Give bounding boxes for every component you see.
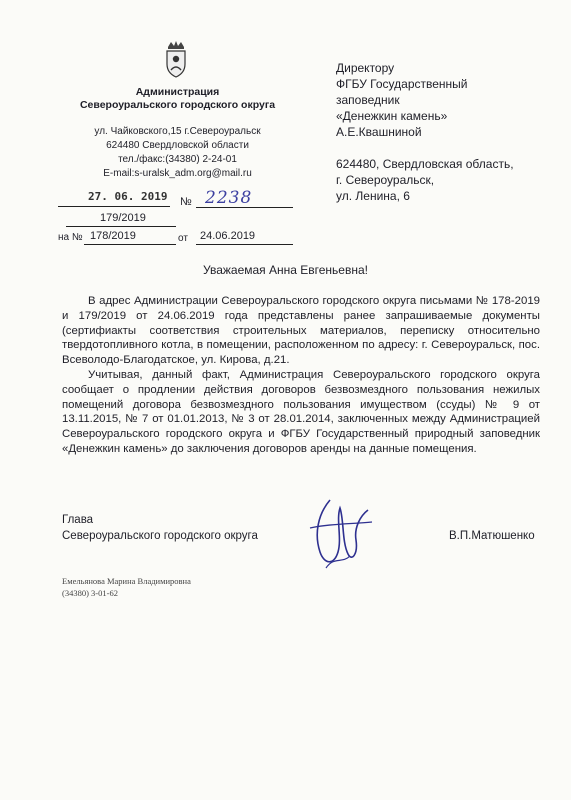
sender-org-line2: Североуральского городского округа bbox=[79, 99, 276, 111]
coat-of-arms-icon bbox=[163, 40, 189, 78]
recipient-line: Директору bbox=[336, 61, 395, 75]
reply-upper-underline bbox=[66, 226, 176, 227]
greeting: Уважаемая Анна Евгеньевна! bbox=[203, 263, 368, 277]
reply-number-lower: 178/2019 bbox=[90, 230, 136, 242]
recipient-address-line: 624480, Свердловская область, bbox=[336, 157, 514, 171]
from-label: от bbox=[178, 233, 188, 244]
letter-body bbox=[62, 294, 540, 457]
reply-prefix: на № bbox=[58, 232, 83, 243]
recipient-line: заповедник bbox=[336, 93, 400, 107]
registration-number-handwritten: 2238 bbox=[205, 188, 253, 208]
recipient-address-line: ул. Ленина, 6 bbox=[336, 189, 410, 203]
sender-org-line1: Администрация bbox=[135, 86, 220, 98]
body-paragraph-2: Учитывая, данный факт, Администрация Североуральского городского округа сообщает о продлении действия договоров безвозмездного пользования нежилых помещений договора безвозмездного пользования имуществом (ссуды) № 9 от 13.11.2015, № 7 от 01.01.2013, № 3 от 28.01.2014, заключенных между Администрацией Североуральского городского округа и ФГБУ Государственный природный заповедник «Денежкин камень» до заключения договоров аренды на данные помещения. bbox=[62, 368, 540, 455]
executor-name: Емельянова Марина Владимировна bbox=[62, 576, 191, 586]
date-underline bbox=[58, 206, 170, 207]
reply-number-upper: 179/2019 bbox=[100, 212, 146, 224]
signer-name: В.П.Матюшенко bbox=[449, 530, 535, 542]
recipient-line: «Денежкин камень» bbox=[336, 109, 448, 123]
date-stamp: 27. 06. 2019 bbox=[88, 190, 168, 203]
recipient-line: ФГБУ Государственный bbox=[336, 77, 468, 91]
executor-phone: (34380) 3-01-62 bbox=[62, 588, 118, 598]
recipient-name: А.Е.Квашниной bbox=[336, 125, 422, 139]
signer-title-line2: Североуральского городского округа bbox=[62, 530, 258, 542]
signer-title-line1: Глава bbox=[62, 514, 94, 526]
sender-address-line: 624480 Свердловской области bbox=[106, 140, 249, 151]
number-label: № bbox=[180, 196, 192, 208]
number-underline bbox=[196, 207, 293, 208]
body-paragraph-1: В адрес Администрации Североуральского городского округа письмами № 178-2019 и 179/2019 от 24.06.2019 года представлены ранее запрашиваемые документы (сертифиакты соответствия строительных материалов, переписку относительно твердотопливного котла, в помещении, расположенном по адресу: г. Североуральск, пос. Всеволодо-Благодатское, ул. Кирова, д.21. bbox=[62, 295, 540, 367]
reply-date-underline bbox=[196, 244, 293, 245]
reply-date: 24.06.2019 bbox=[200, 230, 256, 242]
sender-email: E-mail:s-uralsk_adm.org@mail.ru bbox=[103, 168, 252, 179]
sender-phone: тел./факс:(34380) 2-24-01 bbox=[118, 154, 237, 165]
recipient-address-line: г. Североуральск, bbox=[336, 173, 435, 187]
sender-address-line: ул. Чайковского,15 г.Североуральск bbox=[94, 126, 261, 137]
reply-lower-underline bbox=[84, 244, 176, 245]
handwritten-signature-icon bbox=[300, 494, 380, 576]
